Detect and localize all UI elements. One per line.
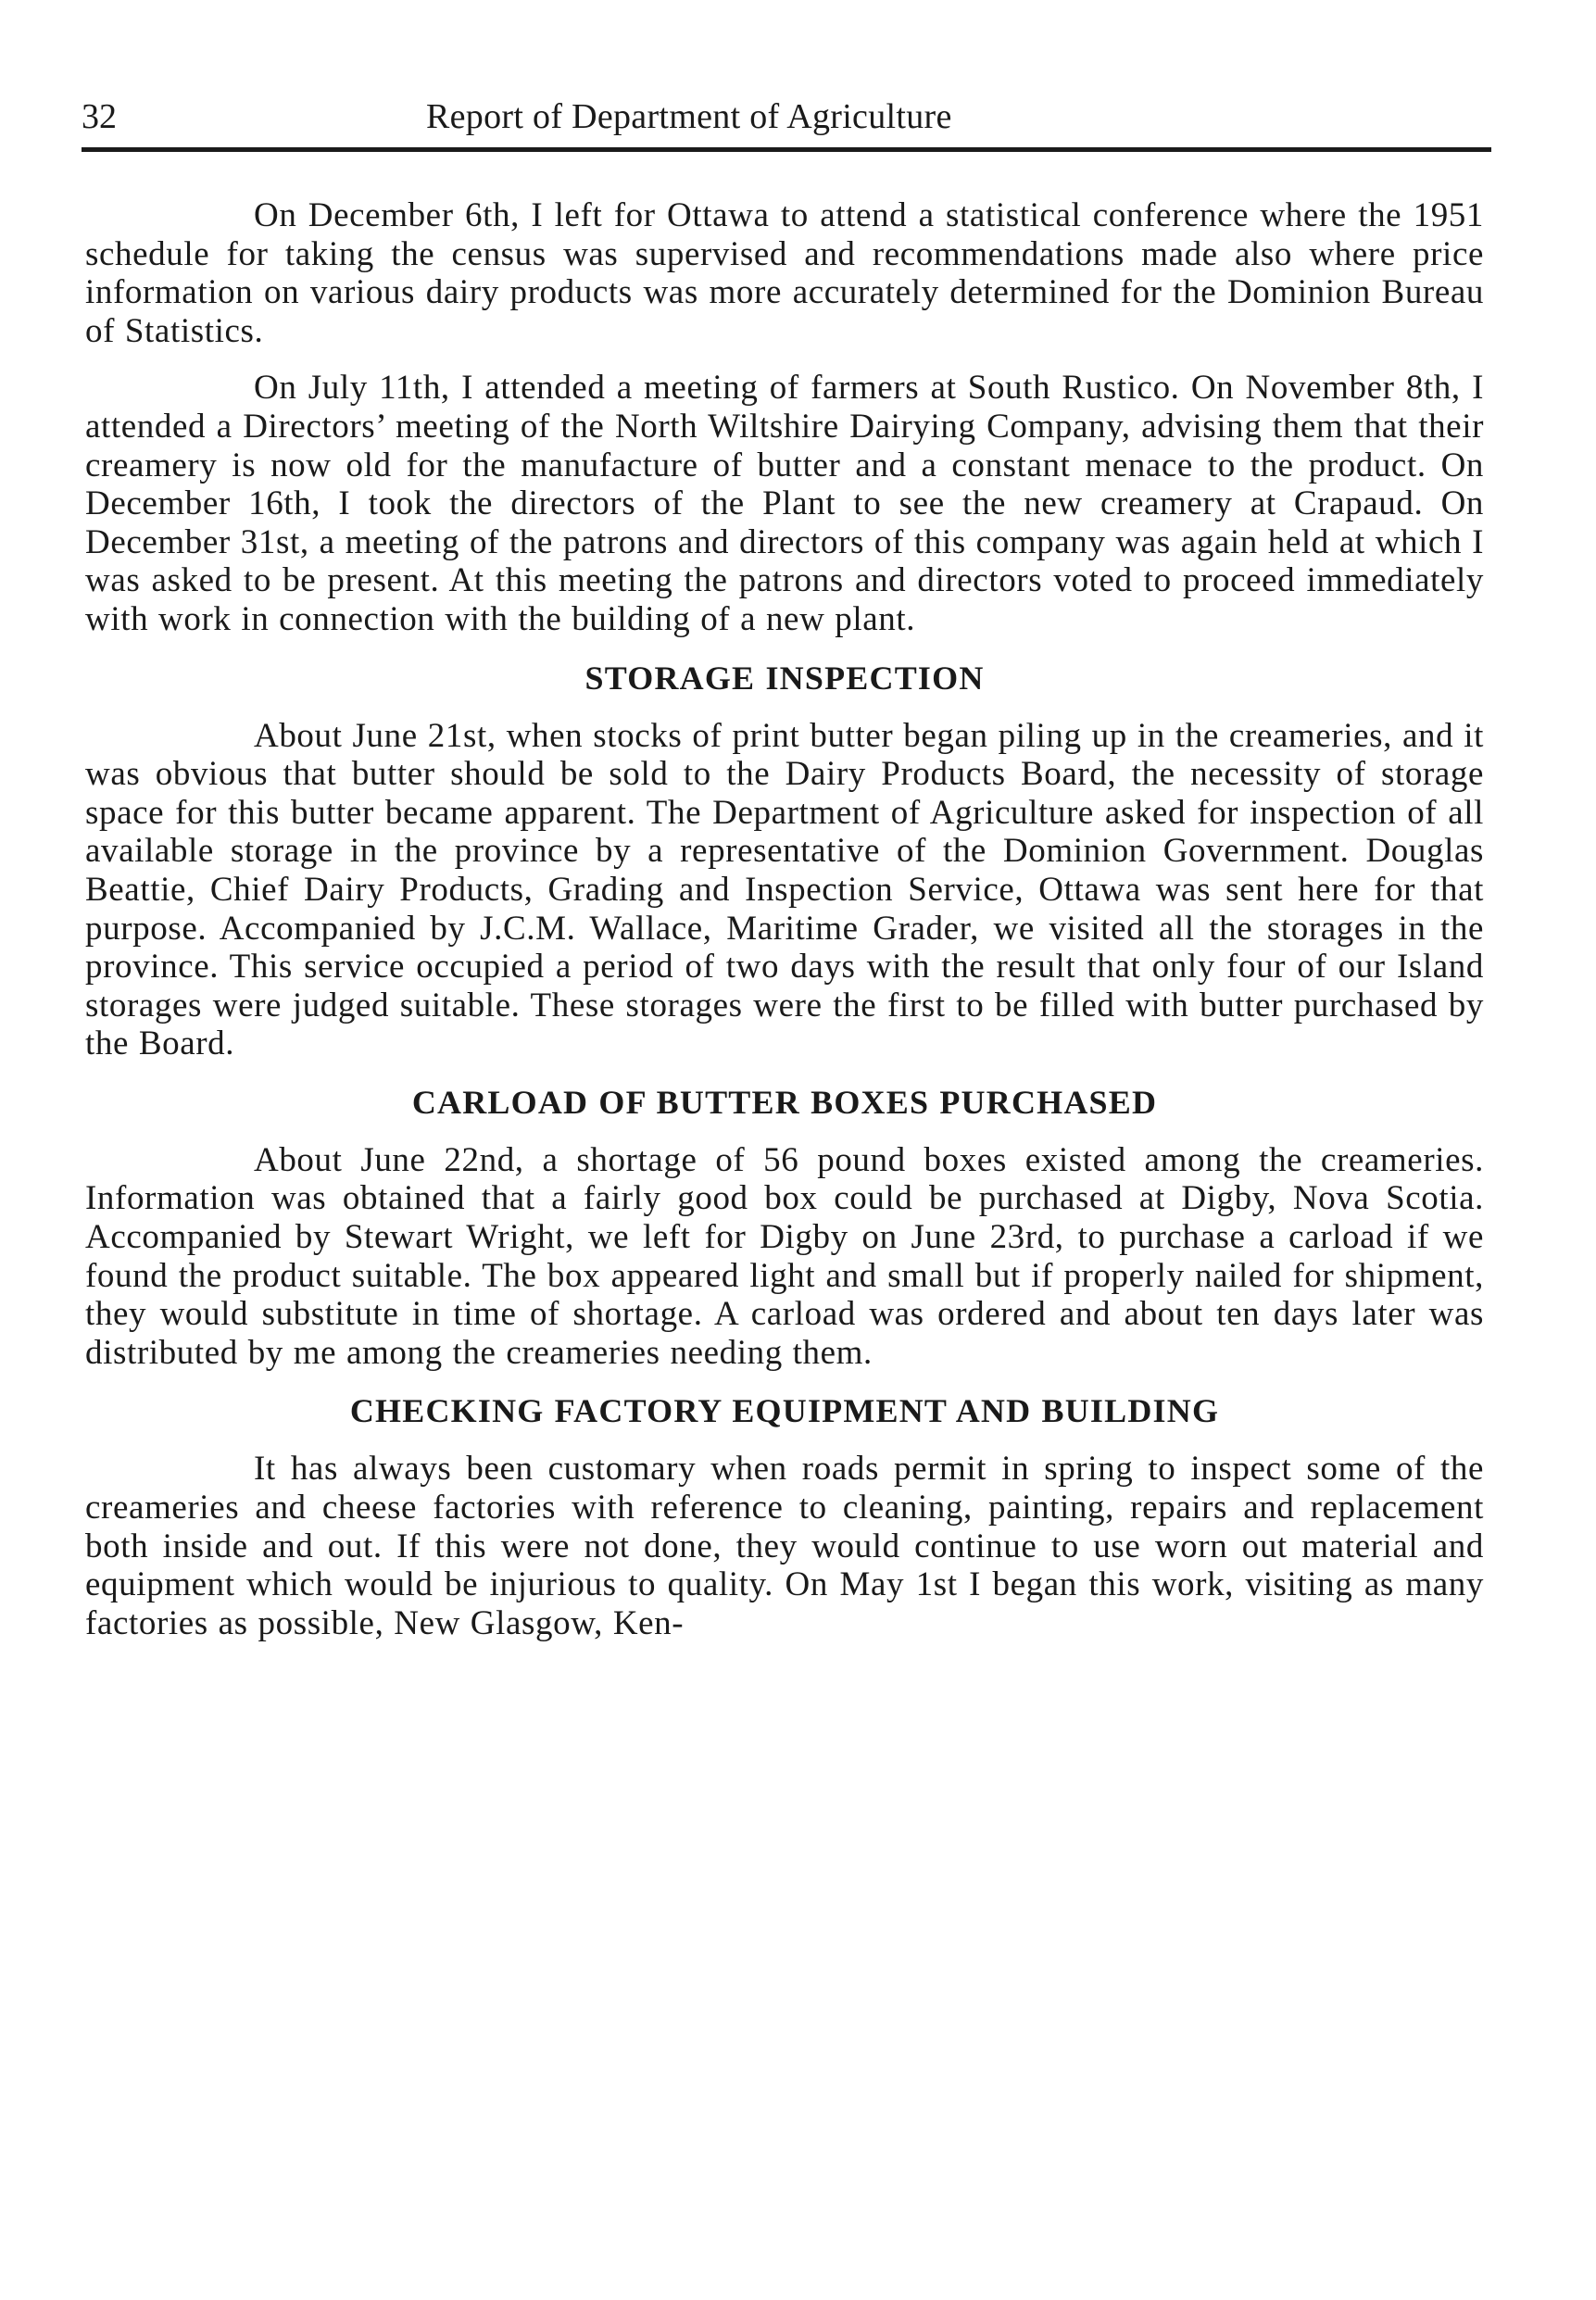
paragraph-ottawa-conference: On December 6th, I left for Ottawa to attend a statistical conference where the 1951 schedule for taking the census was supervised and recommendations made also where price information on various dairy products was more accurately determined for the Dominion Bureau of Statistics. (85, 196, 1484, 350)
header-rule (82, 147, 1491, 152)
running-title: Report of Department of Agriculture (426, 97, 952, 136)
heading-storage-inspection: STORAGE INSPECTION (584, 659, 985, 697)
heading-butter-boxes: CARLOAD OF BUTTER BOXES PURCHASED (411, 1083, 1158, 1121)
paragraph-meetings: On July 11th, I attended a meeting of farmers at South Rustico. On November 8th, I attended a Directors’ meeting of the North Wiltshire Dairying Company, advising them that their creamery is now old for the manufacture of butter and a constant menace to the product. On December 16th, I took the directors of the Plant to see the new creamery at Crapaud. On December 31st, a meeting of the patrons and directors of this company was again held at which I was asked to be present. At this meeting the patrons and directors voted to proceed immediately with work in connection with the building of a new plant. (85, 369, 1484, 638)
heading-factory-equipment: CHECKING FACTORY EQUIPMENT AND BUILDING (349, 1392, 1220, 1430)
body-text (85, 196, 1484, 1661)
paragraph-storage-inspection: About June 21st, when stocks of print butter began piling up in the creameries, and it was obvious that butter should be sold to the Dairy Products Board, the necessity of storage space for this butter became apparent. The Department of Agriculture asked for inspection of all available storage in the province by a representative of the Dominion Government. Douglas Beattie, Chief Dairy Products, Grading and Inspection Service, Ottawa was sent here for that purpose. Accompanied by J.C.M. Wallace, Maritime Grader, we visited all the storages in the province. This service occupied a period of two days with the result that only four of our Island storages were judged suitable. These storages were the first to be filled with butter purchased by the Board. (85, 716, 1484, 1063)
paragraph-butter-boxes: About June 22nd, a shortage of 56 pound boxes existed among the creameries. Information was obtained that a fairly good box could be purchased at Digby, Nova Scotia. Accompanied by Stewart Wright, we left for Digby on June 23rd, to purchase a carload if we found the product suitable. The box appeared light and small but if properly nailed for shipment, they would substitute in time of shortage. A carload was ordered and about ten days later was distributed by me among the creameries needing them. (85, 1140, 1484, 1372)
running-head (82, 94, 1489, 139)
page-number: 32 (82, 97, 117, 136)
paragraph-factory-equipment: It has always been customary when roads permit in spring to inspect some of the creameries and cheese factories with reference to cleaning, painting, repairs and replacement both inside and out. If this were not done, they would continue to use worn out material and equipment which would be injurious to quality. On May 1st I began this work, visiting as many factories as possible, New Glasgow, Ken- (85, 1450, 1484, 1642)
